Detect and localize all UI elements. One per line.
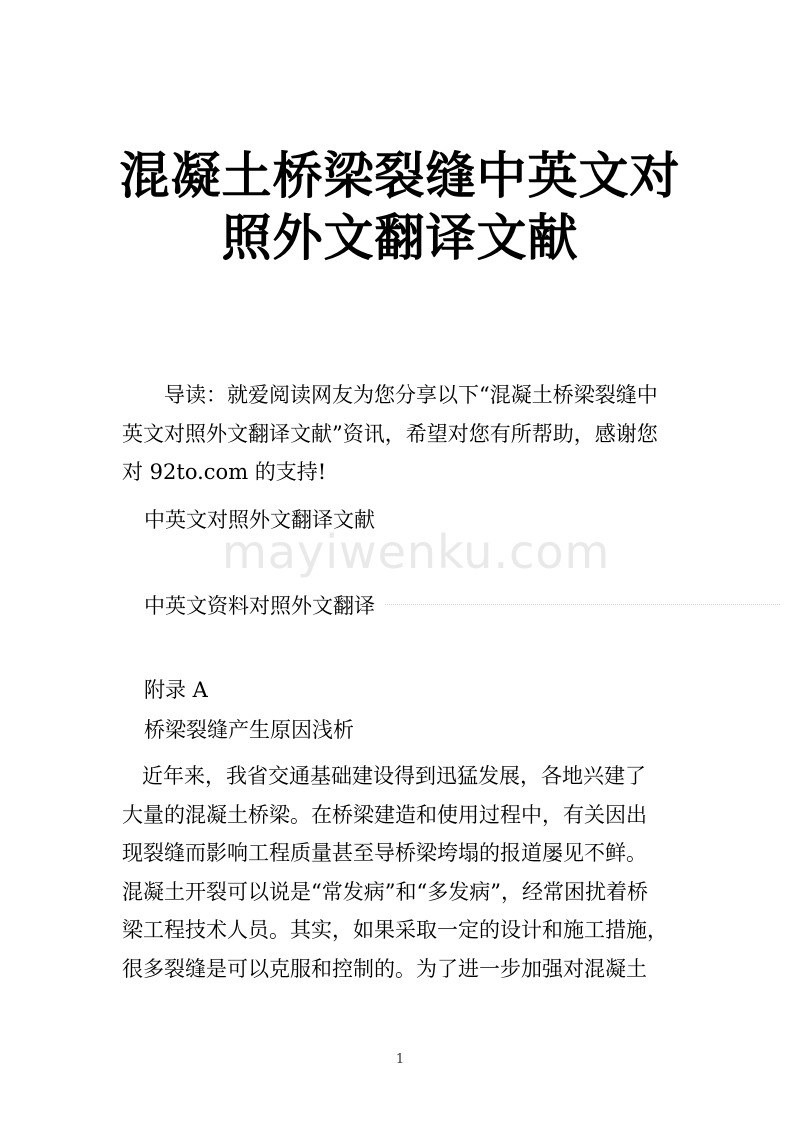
heading-chinese-english-literature: 中英文对照外文翻译文献 xyxy=(144,508,375,532)
page-number: 1 xyxy=(395,1052,405,1067)
intro-paragraph xyxy=(122,376,672,492)
document-title-line-1: 混凝土桥梁裂缝中英文对 xyxy=(119,146,681,205)
dotted-divider xyxy=(385,604,780,605)
intro-line: 英文对照外文翻译文献”资讯，希望对您有所帮助，感谢您 xyxy=(122,421,658,446)
body-line: 大量的混凝土桥梁。在桥梁建造和使用过程中，有关因出 xyxy=(122,802,647,827)
body-line: 很多裂缝是可以克服和控制的。为了进一步加强对混凝土 xyxy=(122,956,647,981)
appendix-label: 附录 A xyxy=(144,678,208,702)
body-paragraph xyxy=(122,757,672,988)
document-title-line-2: 照外文翻译文献 xyxy=(221,208,579,267)
appendix-title: 桥梁裂缝产生原因浅析 xyxy=(144,718,354,742)
body-line: 现裂缝而影响工程质量甚至导桥梁垮塌的报道屡见不鲜。 xyxy=(122,841,647,865)
watermark: mayiwenku.com xyxy=(222,525,611,579)
intro-line: 导读：就爱阅读网友为您分享以下“混凝土桥梁裂缝中 xyxy=(164,383,658,407)
body-line: 梁工程技术人员。其实，如果采取一定的设计和施工措施， xyxy=(122,918,668,942)
body-line: 近年来，我省交通基础建设得到迅猛发展，各地兴建了 xyxy=(142,764,646,788)
body-line: 混凝土开裂可以说是“常发病”和“多发病”，经常困扰着桥 xyxy=(122,879,648,904)
intro-line: 对 92to.com 的支持! xyxy=(122,460,327,484)
heading-chinese-english-materials: 中英文资料对照外文翻译 xyxy=(144,594,375,618)
